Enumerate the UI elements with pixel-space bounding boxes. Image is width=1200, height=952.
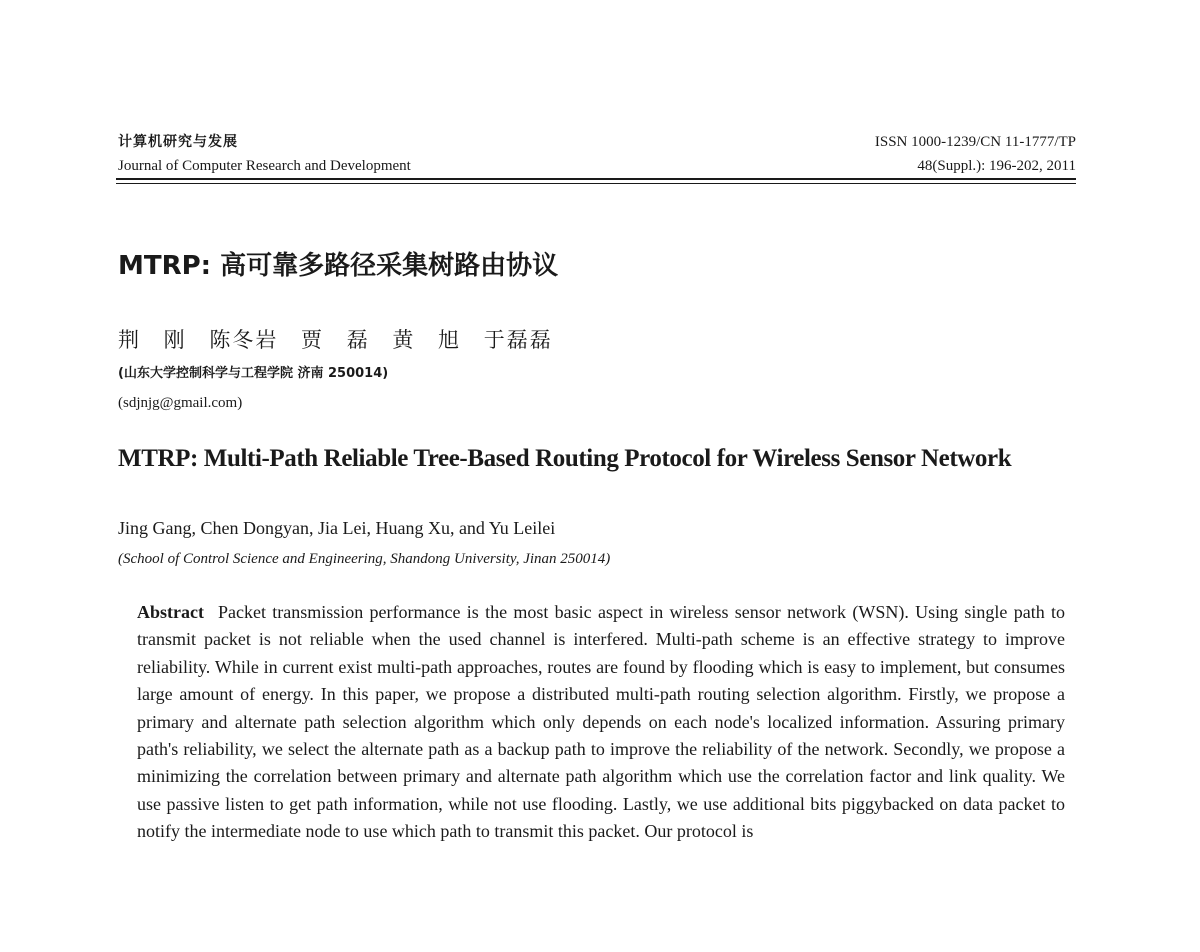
abstract-label: Abstract [137,602,204,622]
header-rule-thin [116,183,1076,184]
abstract-text: Packet transmission performance is the most basic aspect in wireless sensor network (WSN). Using single path to transmit packet is not reliable when the used channel is interfered. Multi-path scheme is an effective strategy to improve reliability. While in current exist multi-path approaches, routes are found by flooding which is easy to implement, but consumes large amount of energy. In this paper, we propose a distributed multi-path routing selection algorithm. Firstly, we propose a primary and alternate path selection algorithm which only depends on each node's localized information. Assuring primary path's reliability, we select the alternate path as a backup path to improve the reliability of the network. Secondly, we propose a minimizing the correlation between primary and alternate path algorithm which use the correlation factor and link quality. We use passive listen to get path information, while not use flooding. Lastly, we use additional bits piggybacked on data packet to notify the intermediate node to use which path to transmit this packet. Our protocol is [137,602,1065,842]
paper-title-en: MTRP: Multi-Path Reliable Tree-Based Routing Protocol for Wireless Sensor Network [118,445,1012,472]
issn-line: ISSN 1000-1239/CN 11-1777/TP [874,134,1076,150]
affiliation-en: (School of Control Science and Engineering, Shandong University, Jinan 250014) [118,551,611,567]
authors-cn: 荆 刚 陈冬岩 贾 磊 黄 旭 于磊磊 [118,328,553,352]
journal-header-right [875,130,1076,178]
issue-line: 48(Suppl.): 196-202, 2011 [917,158,1076,174]
journal-name-cn: 计算机研究与发展 [118,134,238,150]
abstract-block [137,599,1065,846]
paper-title-cn: MTRP: 高可靠多路径采集树路由协议 [118,251,559,281]
author-email: (sdjnjg@gmail.com) [118,395,243,411]
journal-name-en: Journal of Computer Research and Development [118,158,411,174]
authors-en: Jing Gang, Chen Dongyan, Jia Lei, Huang Xu, and Yu Leilei [118,518,556,538]
header-rule-thick [116,178,1076,180]
journal-header-left [118,130,411,178]
affiliation-cn: (山东大学控制科学与工程学院 济南 250014) [118,366,389,381]
